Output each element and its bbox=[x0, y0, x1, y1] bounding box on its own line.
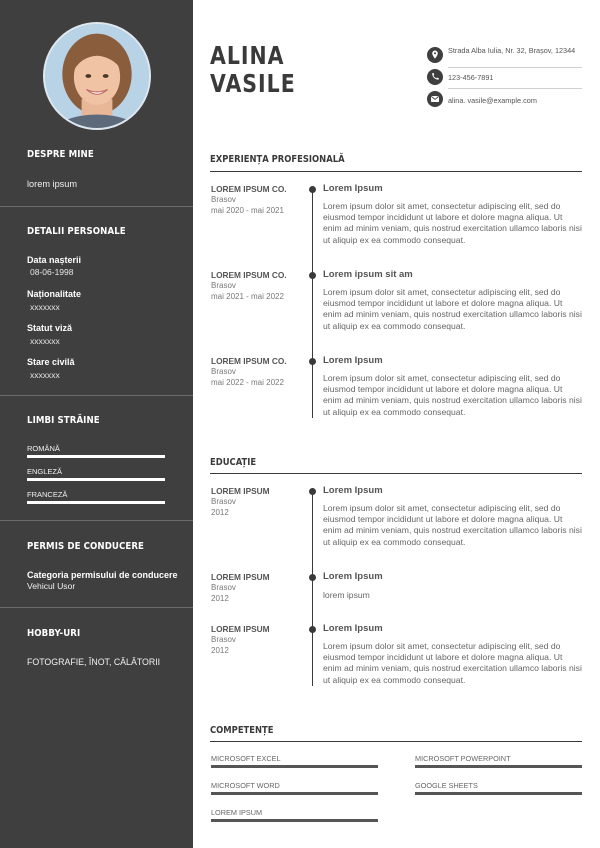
experience-period: mai 2022 - mai 2022 bbox=[211, 378, 284, 387]
education-description: Lorem ipsum dolor sit amet, consectetur adipiscing elit, sed do eiusmod tempor incididunt ut labore et dolore magna aliqua. Ut enim ad minim veniam, quis nostrud exercitation ullamco laboris nisi ut aliquip ex ea commodo consequat. bbox=[323, 641, 582, 685]
skill-name: MICROSOFT WORD bbox=[211, 781, 280, 790]
timeline-dot bbox=[309, 358, 316, 365]
license-value: Vehicul Usor bbox=[27, 581, 76, 591]
skill-level-bar bbox=[415, 792, 582, 795]
education-heading: EDUCAȚIE bbox=[210, 457, 257, 468]
experience-company: LOREM IPSUM CO. bbox=[211, 270, 287, 280]
experience-heading: EXPERIENȚA PROFESIONALĂ bbox=[210, 154, 345, 165]
skill-level-bar bbox=[211, 765, 378, 768]
personal-detail-value: 08-06-1998 bbox=[30, 267, 74, 277]
skill-name: GOOGLE SHEETS bbox=[415, 781, 478, 790]
contact-phone[interactable]: 123-456-7891 bbox=[448, 73, 494, 82]
education-city: Brasov bbox=[211, 635, 236, 644]
experience-period: mai 2021 - mai 2022 bbox=[211, 292, 284, 301]
education-year: 2012 bbox=[211, 646, 229, 655]
section-rule bbox=[210, 171, 582, 172]
education-city: Brasov bbox=[211, 497, 236, 506]
experience-description: Lorem ipsum dolor sit amet, consectetur adipiscing elit, sed do eiusmod tempor incididunt ut labore et dolore magna aliqua. Ut enim ad minim veniam, quis nostrud exercitation ullamco laboris nisi ut aliquip ex ea commodo consequat. bbox=[323, 287, 582, 331]
experience-company: LOREM IPSUM CO. bbox=[211, 356, 287, 366]
section-rule bbox=[210, 741, 582, 742]
experience-description: Lorem ipsum dolor sit amet, consectetur adipiscing elit, sed do eiusmod tempor incididunt ut labore et dolore magna aliqua. Ut enim ad minim veniam, quis nostrud exercitation ullamco laboris nisi ut aliquip ex ea commodo consequat. bbox=[323, 201, 582, 245]
education-school: LOREM IPSUM bbox=[211, 572, 270, 582]
education-description: lorem ipsum bbox=[323, 590, 370, 600]
skill-level-bar bbox=[415, 765, 582, 768]
email-icon bbox=[427, 91, 443, 107]
experience-title: Lorem Ipsum bbox=[323, 183, 383, 194]
first-name: ALINA bbox=[210, 41, 285, 70]
experience-period: mai 2020 - mai 2021 bbox=[211, 206, 284, 215]
last-name: VASILE bbox=[210, 69, 296, 98]
license-heading: PERMIS DE CONDUCERE bbox=[27, 541, 145, 552]
sidebar-divider bbox=[0, 607, 193, 608]
timeline-dot bbox=[309, 626, 316, 633]
timeline-dot bbox=[309, 488, 316, 495]
sidebar-divider bbox=[0, 206, 193, 207]
timeline-dot bbox=[309, 186, 316, 193]
contact-address-row bbox=[427, 46, 582, 68]
language-level-bar bbox=[27, 478, 165, 481]
skill-name: MICROSOFT EXCEL bbox=[211, 754, 281, 763]
personal-detail-label: Stare civilă bbox=[27, 357, 75, 367]
experience-city: Brasov bbox=[211, 367, 236, 376]
skill-name: MICROSOFT POWERPOINT bbox=[415, 754, 511, 763]
contact-divider bbox=[448, 67, 582, 68]
education-year: 2012 bbox=[211, 508, 229, 517]
education-description: Lorem ipsum dolor sit amet, consectetur adipiscing elit, sed do eiusmod tempor incididunt ut labore et dolore magna aliqua. Ut enim ad minim veniam, quis nostrud exercitation ullamco laboris nisi ut aliquip ex ea commodo consequat. bbox=[323, 503, 582, 547]
personal-detail-label: Statut viză bbox=[27, 323, 73, 333]
phone-icon bbox=[427, 69, 443, 85]
experience-city: Brasov bbox=[211, 281, 236, 290]
personal-detail-label: Data nașterii bbox=[27, 255, 82, 265]
education-title: Lorem Ipsum bbox=[323, 571, 383, 582]
section-rule bbox=[210, 473, 582, 474]
language-name: ENGLEZĂ bbox=[27, 467, 63, 476]
skill-level-bar bbox=[211, 792, 378, 795]
candidate-name bbox=[210, 42, 296, 98]
education-title: Lorem Ipsum bbox=[323, 623, 383, 634]
language-name: ROMÂNĂ bbox=[27, 444, 60, 453]
education-school: LOREM IPSUM bbox=[211, 624, 270, 634]
profile-photo bbox=[43, 22, 151, 130]
personal-detail-value: xxxxxxx bbox=[30, 336, 60, 346]
skill-level-bar bbox=[211, 819, 378, 822]
skills-heading: COMPETENȚE bbox=[210, 725, 274, 736]
location-pin-icon bbox=[427, 47, 443, 63]
license-label: Categoria permisului de conducere bbox=[27, 570, 178, 580]
hobbies-text: FOTOGRAFIE, ÎNOT, CĂLĂTORII bbox=[27, 657, 161, 667]
experience-description: Lorem ipsum dolor sit amet, consectetur adipiscing elit, sed do eiusmod tempor incididunt ut labore et dolore magna aliqua. Ut enim ad minim veniam, quis nostrud exercitation ullamco laboris nisi ut aliquip ex ea commodo consequat. bbox=[323, 373, 582, 417]
language-level-bar bbox=[27, 455, 165, 458]
skill-name: LOREM IPSUM bbox=[211, 808, 263, 817]
sidebar bbox=[0, 0, 193, 848]
timeline-dot bbox=[309, 272, 316, 279]
sidebar-divider bbox=[0, 520, 193, 521]
experience-title: Lorem ipsum sit am bbox=[323, 269, 413, 280]
contact-email-row bbox=[427, 91, 582, 109]
education-timeline-line bbox=[312, 488, 313, 686]
profile-photo-portrait bbox=[45, 24, 149, 128]
education-school: LOREM IPSUM bbox=[211, 486, 270, 496]
hobbies-heading: HOBBY-URI bbox=[27, 628, 81, 639]
education-title: Lorem Ipsum bbox=[323, 485, 383, 496]
contact-address: Strada Alba Iulia, Nr. 32, Brașov, 12344 bbox=[448, 46, 576, 55]
personal-detail-value: xxxxxxx bbox=[30, 370, 60, 380]
experience-title: Lorem Ipsum bbox=[323, 355, 383, 366]
timeline-dot bbox=[309, 574, 316, 581]
about-heading: DESPRE MINE bbox=[27, 149, 94, 160]
sidebar-divider bbox=[0, 395, 193, 396]
personal-details-heading: DETALII PERSONALE bbox=[27, 226, 126, 237]
experience-city: Brasov bbox=[211, 195, 236, 204]
about-text: lorem ipsum bbox=[27, 179, 78, 189]
language-name: FRANCEZĂ bbox=[27, 490, 68, 499]
education-city: Brasov bbox=[211, 583, 236, 592]
contact-divider bbox=[448, 88, 582, 89]
education-year: 2012 bbox=[211, 594, 229, 603]
contact-phone-row bbox=[427, 69, 582, 89]
contact-email[interactable]: alina. vasile@example.com bbox=[448, 96, 537, 105]
personal-detail-value: xxxxxxx bbox=[30, 302, 60, 312]
experience-timeline-line bbox=[312, 186, 313, 418]
language-level-bar bbox=[27, 501, 165, 504]
personal-detail-label: Naționalitate bbox=[27, 289, 82, 299]
languages-heading: LIMBI STRĂINE bbox=[27, 415, 100, 426]
experience-company: LOREM IPSUM CO. bbox=[211, 184, 287, 194]
